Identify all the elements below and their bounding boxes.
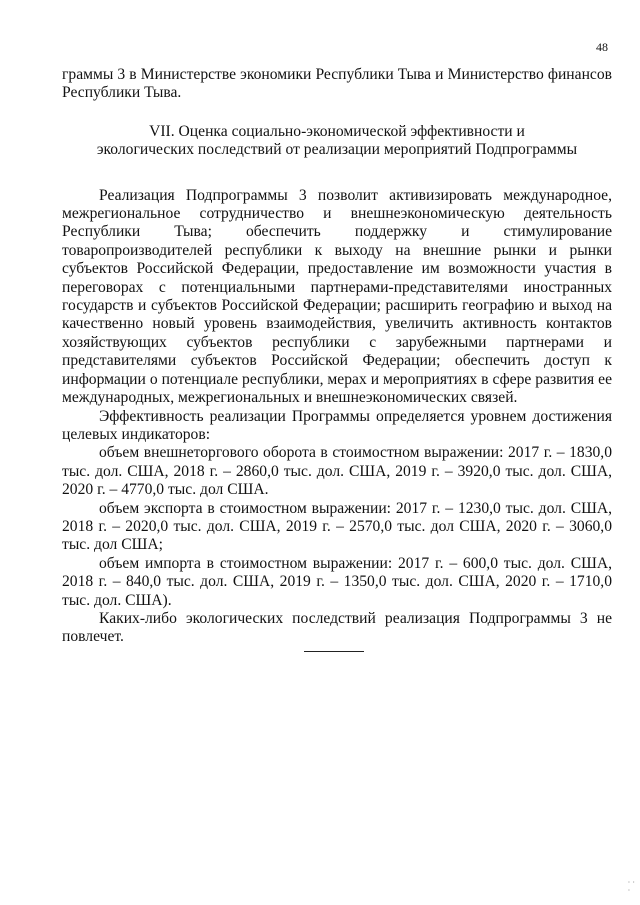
effectiveness-paragraph: Эффективность реализации Программы определяется уровнем достижения целевых индикаторов: — [62, 407, 612, 443]
section-heading — [62, 123, 612, 160]
exports-indicator: объем экспорта в стоимостном выражении: 2017 г. – 1230,0 тыс. дол. США, 2018 г. – 2020,0 тыс. дол. США, 2019 г. – 2570,0 тыс. дол США, 2020 г. – 3060,0 тыс. дол США; — [62, 499, 612, 554]
scan-marks: · · · — [627, 878, 635, 895]
ecology-paragraph: Каких-либо экологических последствий реализация Подпрограммы 3 не повлечет. — [62, 609, 612, 646]
closing-rule — [304, 651, 364, 652]
document-body — [62, 66, 612, 647]
section-heading-line-1: VII. Оценка социально-экономической эффективности и — [149, 122, 525, 140]
trade-turnover-indicator: объем внешнеторгового оборота в стоимостном выражении: 2017 г. – 1830,0 тыс. дол. США, 2018 г. – 2860,0 тыс. дол. США, 2019 г. – 3920,0 тыс. дол. США, 2020 г. – 4770,0 тыс. дол США. — [62, 444, 612, 499]
implementation-paragraph: Реализация Подпрограммы 3 позволит активизировать международное, межрегиональное сотрудничество и внешнеэкономическую деятельность Республики Тыва; обеспечить поддержку и стимулирование товаропроизводителей республики к выходу на внешние рынки и рынки субъектов Российской Федерации, предоставление им возможности участия в переговорах с потенциальными партнерами-представителями иностранных государств и субъектов Российской Федерации; расширить географию и выход на качественно новый уровень взаимодействия, увеличить активность контактов хозяйствующих субъектов республики с зарубежными партнерами и представителями субъектов Российской Федерации; обеспечить доступ к информации о потенциале республики, мерах и мероприятиях в сфере развития ее международных, межрегиональных и внешнеэкономических связей. — [62, 186, 612, 407]
imports-indicator: объем импорта в стоимостном выражении: 2017 г. – 600,0 тыс. дол. США, 2018 г. – 840,0 тыс. дол. США, 2019 г. – 1350,0 тыс. дол. США, 2020 г. – 1710,0 тыс. дол. США). — [62, 554, 612, 609]
section-heading-line-2: экологических последствий от реализации мероприятий Подпрограммы — [96, 141, 578, 159]
page-number: 48 — [596, 40, 608, 54]
intro-fragment: граммы 3 в Министерстве экономики Республики Тыва и Министерство финансов Республики Тыва. — [62, 66, 612, 102]
